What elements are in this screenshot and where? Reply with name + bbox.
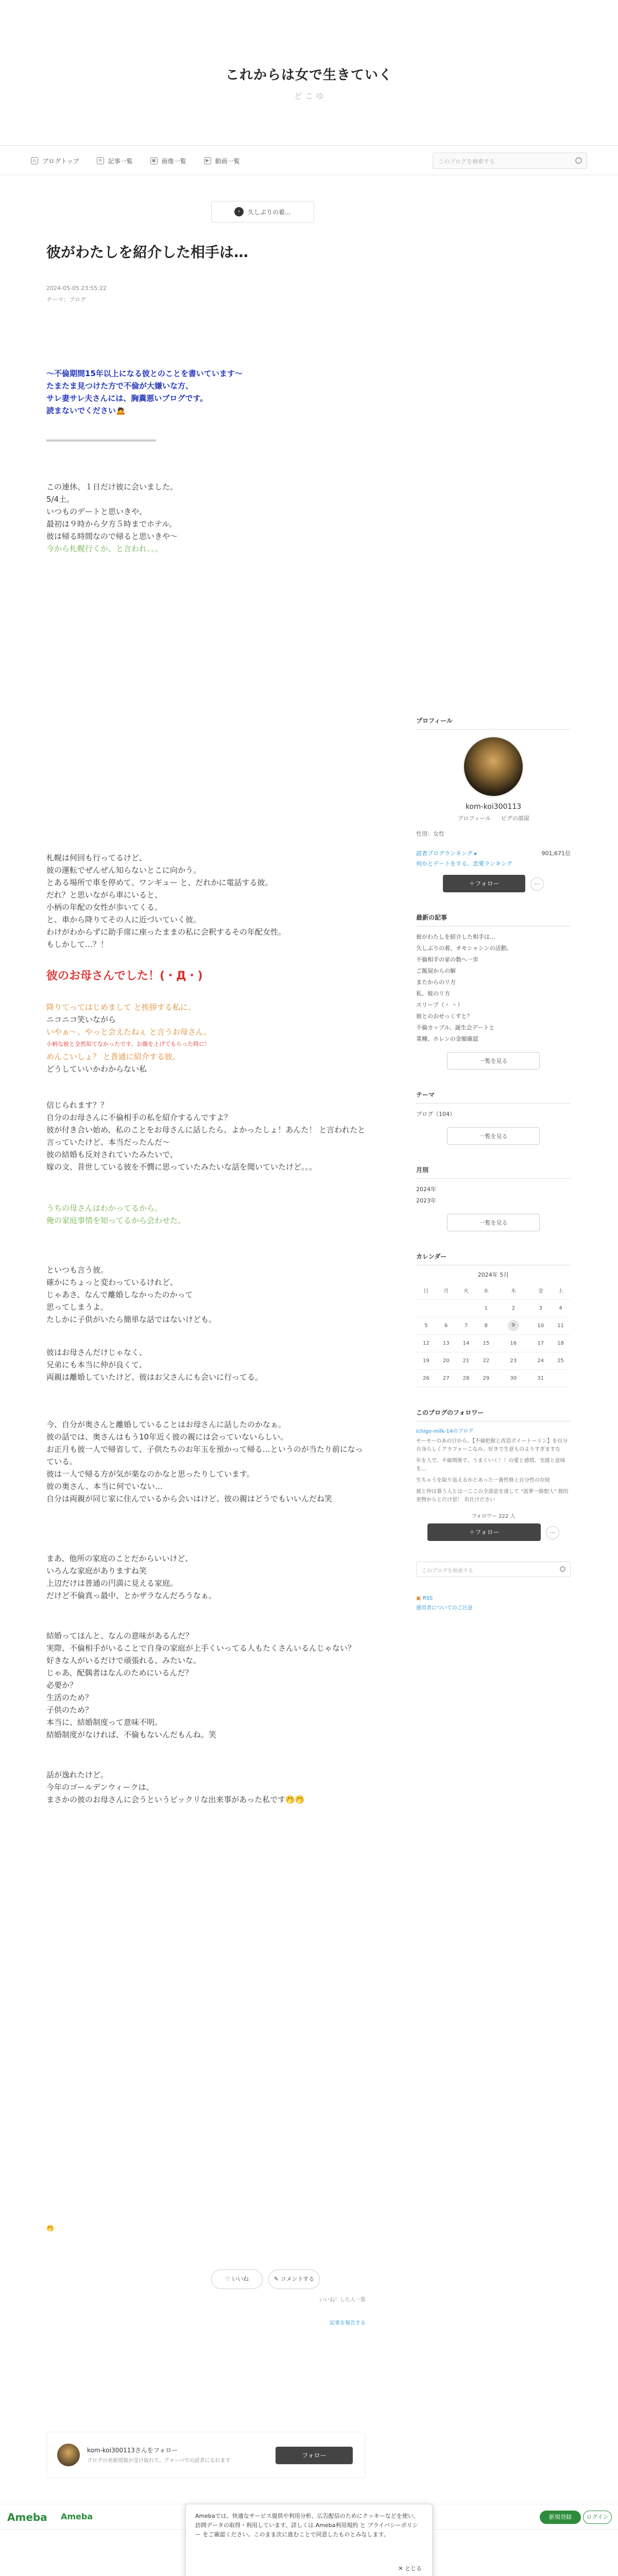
- paragraph: 彼はお母さんだけじゃなく、 兄弟にも本当に仲が良くて、 両親は離婚していたけど、彼はお父さんにも会いに行ってる。: [46, 1348, 263, 1382]
- video-icon: ▶: [204, 157, 211, 164]
- entry-date: 2024-05-05 23:55:22: [46, 285, 107, 292]
- list-item[interactable]: 久しぶりの着、オモシャシンの活動。: [416, 945, 512, 952]
- login-button[interactable]: ログイン: [583, 2511, 612, 2524]
- entry-title: 彼がわたしを紹介した相手は…: [46, 244, 249, 261]
- paragraph: うちの母さんはわかってるから。 俺の家庭事情を知ってるから会わせた。: [46, 1204, 186, 1226]
- report-link[interactable]: 運用者についてのご注意: [416, 1605, 473, 1611]
- more-icon[interactable]: ⋯: [546, 1526, 559, 1539]
- image-icon: ▣: [150, 157, 158, 164]
- calendar: [416, 1282, 571, 1387]
- paragraph: まあ、他所の家庭のことだからいいけど、 いろんな家庭がありますね笑 上辺だけは普通の円満に見える家庭。 だけど不倫真っ最中、とかザラなんだろうなぁ。: [46, 1554, 217, 1601]
- list-item[interactable]: 2023年: [416, 1197, 436, 1204]
- list-item[interactable]: スリープ（＾ ＾）: [416, 1002, 463, 1008]
- blog-info: 年を人で、不倫関係で、うまくいく！！の愛と感情、実感と意味を…: [416, 1458, 565, 1472]
- profile-links: [416, 814, 571, 822]
- theme-heading: テーマ: [416, 1090, 571, 1104]
- entry-theme[interactable]: テーマ：ブログ: [46, 296, 86, 303]
- ranking-row: [416, 849, 571, 857]
- calendar-weekdays: 日 月 火 水 木 金 土: [416, 1282, 571, 1299]
- paragraph: 今、自分が奥さんと離婚していることはお母さんに話したのかなぁ。 彼の話では、奥さんはもう10年近く彼の親には会っていないらしい。 お正月も彼一人で帰省して、子供たちのお年玉を預かって帰る…というのが当たり前になっている。 彼は一人で帰る方が気が楽なのかなと思ったりしています。 彼の奥さん、本当に何でいない… 自分は両親が同じ家に住んでいるから会いはけど、彼の親はどうでもいいんだね笑: [46, 1420, 363, 1504]
- blog-search-input[interactable]: このブログを検索する: [433, 152, 587, 169]
- ameba-logo[interactable]: Ameba: [7, 2511, 47, 2523]
- like-button[interactable]: ♡ いいね: [211, 2269, 263, 2289]
- cookie-notice: Amebaでは、快適なサービス提供や利用分析、広告配信のためにクッキーなどを使い、訪問データの取得・利用しています。詳しくは Ameba利用規約 と プライバシーポリシー をご確認ください。このまま次に進むことで同意したものとみなします。 ✕ とじる: [185, 2504, 433, 2576]
- follow-row: [416, 1523, 571, 1541]
- recent-heading: 最新の記事: [416, 913, 571, 926]
- paragraph: 信じられます？？ 自分のお母さんに不倫相手の私を紹介するんですよ？ 彼が付き合い始め、私のことをお母さんに話したら、よかったしょ！あんた！ と言われたと言っていたけど、本当だったんだ〜 彼の結婚も反対されていたみたいで、 嫁の文、昔世している彼を不憫に思っていたみたいな話を聞いていたけど。。。: [46, 1100, 366, 1172]
- profile-stat: 性別：女性: [416, 831, 444, 837]
- sidebar-search-input[interactable]: このブログを検索する: [416, 1562, 571, 1577]
- global-nav: [0, 145, 618, 175]
- list-item[interactable]: 菜種、ホレンの金額確認: [416, 1036, 478, 1042]
- nav-item-videos[interactable]: ▶ 動画一覧: [204, 157, 240, 165]
- list-item[interactable]: 彼がわたしを紹介した相手は…: [416, 934, 495, 940]
- close-button[interactable]: ✕ とじる: [398, 2565, 422, 2572]
- follow-button[interactable]: フォロー: [276, 2447, 353, 2464]
- home-icon: ⌂: [31, 157, 38, 164]
- sidebar: [416, 716, 571, 1611]
- nav-item-entries[interactable]: ≡ 記事一覧: [97, 157, 133, 165]
- archive-heading: 月別: [416, 1165, 571, 1179]
- search-icon: [560, 1566, 565, 1572]
- signup-button[interactable]: 新規登録: [540, 2511, 581, 2524]
- paragraph: 札幌は何回も行ってるけど、 彼の運転でぜんぜん知らないとこに向かう。 とある場所で車を停めて、ワンギュー と、だれかに電話する彼。 だれ？と思いながら車にいると、 小柄の年配の女性が歩いてくる。 と、車から降りてその人に近づいていく彼。 わけがわからずに助手席に座ったままの私に会釈するその年配女性。 もしかして…？！: [46, 853, 286, 950]
- blog-info-heading: このブログのフォロワー: [416, 1408, 571, 1421]
- reactions-area: [211, 2269, 366, 2326]
- intro-block: 〜不倫期間15年以上になる彼とのことを書いています〜 たまたま見つけた方で不倫が大嫌いな方、 サレ妻サレ夫さんには、胸糞悪いブログです。 読まないでください🙇: [46, 369, 243, 416]
- profile-block: [416, 736, 571, 822]
- heart-icon: ♡: [225, 2276, 232, 2282]
- comment-button[interactable]: ✎ コメントする: [268, 2269, 320, 2289]
- ranking-link[interactable]: 読者ブログランキング ▸: [416, 850, 477, 857]
- paragraph: この連休、１日だけ彼に会いました。 5/4土。 いつものデートと思いきや、 最初は９時から夕方５時までホテル。 彼は帰る時間なので帰ると思いきや〜 今から札幌行くか、と言われ。。。: [46, 482, 178, 554]
- search-icon: [575, 157, 582, 164]
- ranking-desc[interactable]: 何かとデートをする、恋愛ランキング: [416, 860, 512, 867]
- calendar-week: 26 27 28 29 30 31: [416, 1369, 571, 1387]
- blog-info: 彼と仲は慕う人とは一ここの全部意を達して "道華一絡想人" 彼的更物からとだけ思！ 名仕けださい: [416, 1488, 569, 1503]
- entry-main: [46, 242, 366, 2232]
- divider-line: ══════════════════════════════════: [46, 437, 156, 445]
- paragraph: 降りてってはじめまして と挨拶する私に、 ニコニコ笑いながら いやぁ〜、やっと会えたねぇ と言うお母さん。 小柄な彼と全然似てなかったです。お顔を上げてもらった時に！ めんこいしょ？ と普通に紹介する彼。 どうしていいかわからない私: [46, 1003, 212, 1074]
- blog-info: 生ちゃうを取り返えるかとあった一番性格上自分性の存続: [416, 1477, 550, 1483]
- list-item[interactable]: 私、彼のリ方: [416, 990, 450, 997]
- follow-button[interactable]: ＋フォロー: [443, 875, 525, 892]
- rss-link[interactable]: ▣ RSS: [416, 1595, 433, 1601]
- prev-entry-link[interactable]: ‹ 久しぶりの着…: [211, 201, 314, 223]
- calendar-week: 1 2 3 4: [416, 1299, 571, 1317]
- nav-item-images[interactable]: ▣ 画像一覧: [150, 157, 186, 165]
- follow-row: [416, 875, 571, 892]
- report-link[interactable]: 記事を報告する: [330, 2320, 366, 2326]
- calendar-week: 19 20 21 22 23 24 25: [416, 1352, 571, 1369]
- ranking-value: 901,671位: [541, 850, 571, 857]
- entry-meta: [46, 283, 366, 306]
- calendar-week: 12 13 14 15 16 17 18: [416, 1334, 571, 1352]
- blog-title[interactable]: これからは女で生きていく: [225, 67, 392, 83]
- profile-link[interactable]: プロフィール: [457, 815, 491, 822]
- avatar: [57, 2444, 80, 2466]
- profile-name[interactable]: kom-koi300113: [465, 803, 522, 811]
- more-button[interactable]: 一覧を見る: [447, 1052, 540, 1070]
- blog-logo: ど こ ゆ: [294, 91, 324, 101]
- blog-header: [0, 0, 618, 129]
- paragraph: といつも言う彼。 確かにちょっと変わっているけれど、 じゃあさ、なんで離婚しなかったのかって 思ってしまうよ。 たしかに子供がいたら簡単な話ではないけども。: [46, 1265, 217, 1325]
- section-heading: 彼のお母さんでした！(・Д・): [46, 970, 203, 983]
- list-icon: ≡: [97, 157, 104, 164]
- list-item[interactable]: 2024年: [416, 1186, 436, 1193]
- calendar-heading: カレンダー: [416, 1252, 571, 1265]
- more-button[interactable]: 一覧を見る: [447, 1127, 540, 1145]
- list-item[interactable]: 彼とのおせっくすと？: [416, 1013, 473, 1020]
- list-item[interactable]: 不倫カップル、誕生会デートと: [416, 1024, 495, 1031]
- blog-info: モーモーのあの日から、【不倫把握と改造ポイートーリン】を自分自身らしくアラフォーこなみ、好きで生意ものよりすぎますな: [416, 1438, 568, 1452]
- chevron-left-icon: ‹: [234, 207, 244, 216]
- avatar[interactable]: [462, 736, 524, 798]
- more-button[interactable]: 一覧を見る: [447, 1214, 540, 1231]
- profile-heading: プロフィール: [416, 716, 571, 730]
- list-item[interactable]: 不倫相手の家の数へ一歩: [416, 956, 478, 963]
- ameba-blog-logo[interactable]: Ameba: [61, 2512, 93, 2521]
- rss-icon: ▣: [416, 1595, 423, 1601]
- blog-info-url[interactable]: ichigo-milk-14のブログ: [416, 1428, 474, 1434]
- calendar-today[interactable]: 9: [508, 1320, 519, 1331]
- paragraph: 結婚ってほんと、なんの意味があるんだ？ 実際、不倫相手がいることで自身の家庭が上手くいってる人もたくさんいるんじゃない？ 好きな人がいるだけで頑張れる、みたいな。 じゃあ、配偶者はなんのためにいるんだ？ 必要か？ 生活のため？ 子供のため？ 本当に、結婚制度って意味不明。 結婚制度がなければ、不倫もないんだもんね。笑: [46, 1631, 356, 1740]
- comment-icon: ✎: [273, 2276, 281, 2282]
- calendar-title: 2024年 5月: [477, 1272, 509, 1278]
- pigg-room-link[interactable]: ピグの部屋: [501, 815, 529, 822]
- follow-button[interactable]: ＋フォロー: [427, 1523, 541, 1541]
- list-item[interactable]: ブログ（104）: [416, 1111, 455, 1117]
- list-item[interactable]: ご飯屋からの解: [416, 968, 456, 974]
- closing-emoji: 🤭: [46, 2225, 54, 2232]
- follower-count[interactable]: フォロワー 222 人: [471, 1513, 516, 1519]
- paragraph: 話が逸れたけど。 今年のゴールデンウィークは、 まさかの彼のお母さんに会うというビックリな出来事があった私です🤭🤭: [46, 1770, 305, 1805]
- like-count-link[interactable]: いいね！した人一覧: [319, 2297, 366, 2303]
- follow-card: kom-koi300113さんをフォロー ブログの更新情報が受け取れて、アメーバでの読者になれます フォロー: [46, 2432, 366, 2478]
- list-item[interactable]: またからのリ方: [416, 979, 456, 986]
- calendar-week: 5 6 7 8 9 10 11: [416, 1317, 571, 1334]
- nav-item-blog-top[interactable]: ⌂ ブログトップ: [31, 157, 79, 165]
- more-icon[interactable]: ⋯: [530, 877, 544, 891]
